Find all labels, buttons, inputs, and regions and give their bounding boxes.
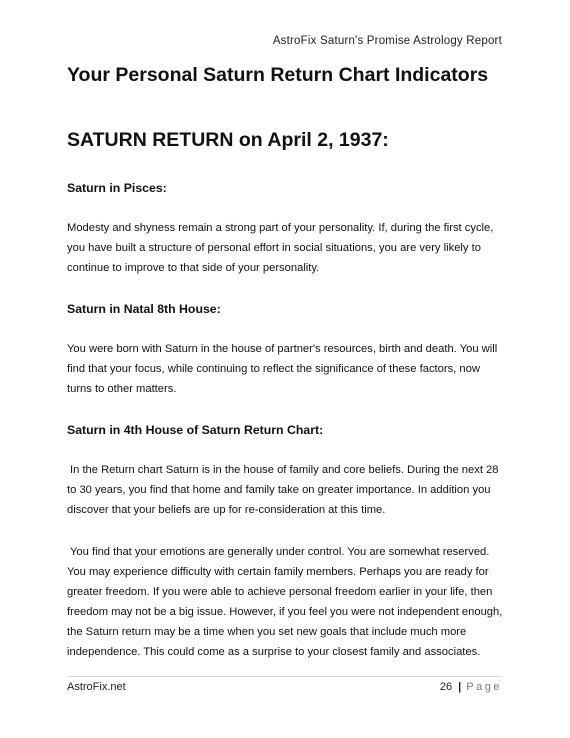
footer-separator: |	[458, 681, 462, 693]
paragraph-natal-8th-house: You were born with Saturn in the house of partner's resources, birth and death. You will find that your focus, while continuing to reflect the significance of these factors, now turns to other matters.	[67, 343, 498, 395]
footer-page-indicator	[440, 681, 502, 693]
saturn-return-date-heading: SATURN RETURN on April 2, 1937:	[67, 129, 389, 151]
paragraph-4th-house-return-chart-2: You find that your emotions are generally under control. You are somewhat reserved. You may experience difficulty with certain family members. Perhaps you are ready for greater freedom. If you were able to achieve personal freedom earlier in your life, then freedom may not be a big issue. However, if you feel you were not independent enough, the Saturn return may be a time when you set new goals that include much more independence. This could come as a surprise to your closest family and associates.	[67, 546, 503, 658]
footer-divider	[67, 676, 502, 677]
paragraph-saturn-in-pisces: Modesty and shyness remain a strong part of your personality. If, during the first cycle, you have built a structure of personal effort in social situations, you are very likely to continue to improve to that side of your personality.	[67, 222, 494, 274]
page-label: Page	[466, 681, 502, 693]
section-heading-saturn-in-pisces: Saturn in Pisces:	[67, 181, 167, 195]
running-header: AstroFix Saturn's Promise Astrology Report	[272, 35, 502, 47]
page-title: Your Personal Saturn Return Chart Indicators	[67, 64, 489, 86]
page-number: 26	[439, 681, 453, 693]
footer-site-name: AstroFix.net	[67, 681, 126, 693]
paragraph-4th-house-return-chart: In the Return chart Saturn is in the house of family and core beliefs. During the next 28 to 30 years, you find that home and family take on greater importance. In addition you discover that your beliefs are up for re-consideration at this time.	[67, 464, 499, 516]
section-heading-natal-8th-house: Saturn in Natal 8th House:	[67, 302, 221, 316]
section-heading-4th-house-return-chart: Saturn in 4th House of Saturn Return Chart:	[67, 423, 324, 437]
